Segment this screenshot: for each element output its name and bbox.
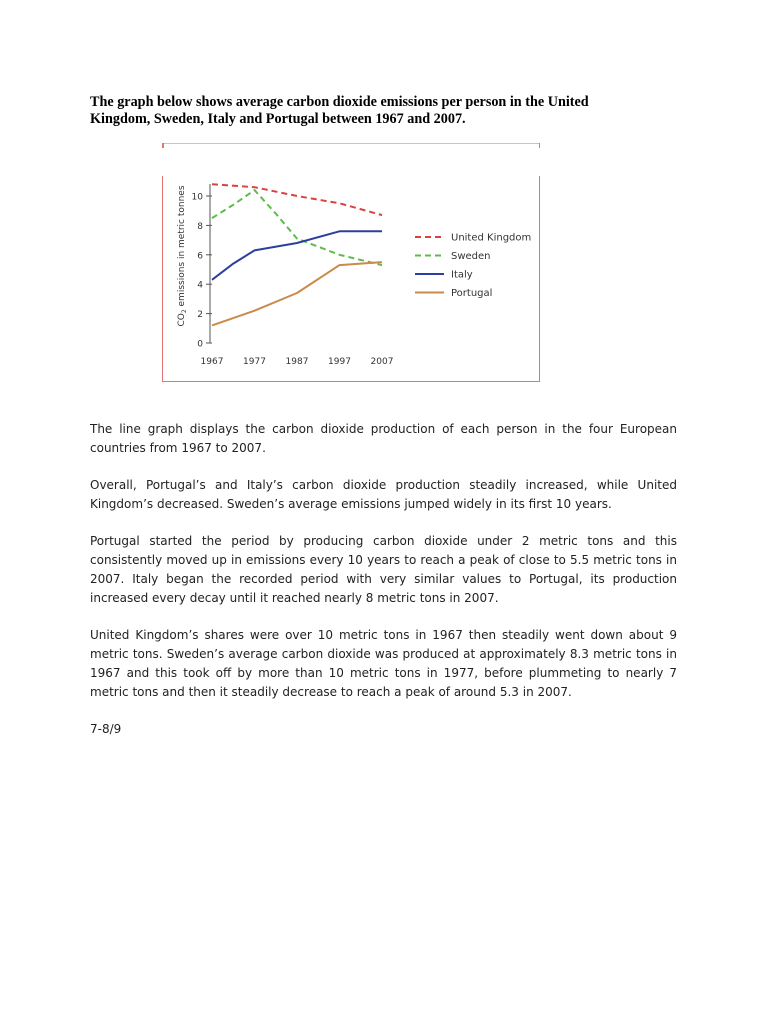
paragraph-uk-sweden: United Kingdom’s shares were over 10 metric tons in 1967 then steadily went down about 9 metric tons. Sweden’s average carbon dioxide was produced at approximately 8.3 metric tons in 1967 and this took off by more than 10 metric tons in 1977, before plummeting to nearly 7 metric tons and then it steadily decrease to reach a peak of around 5.3 in 2007. bbox=[90, 628, 677, 699]
series-line-portugal bbox=[212, 262, 382, 325]
x-tick-label: 1987 bbox=[285, 357, 309, 367]
y-tick-label: 2 bbox=[197, 310, 203, 321]
footer-note: 7-8/9 bbox=[90, 722, 122, 736]
legend-label: Portugal bbox=[451, 288, 493, 299]
paragraph-intro: The line graph displays the carbon dioxide production of each person in the four European countries from 1967 to 2007. bbox=[90, 422, 677, 455]
x-tick-label: 1977 bbox=[243, 357, 266, 367]
y-axis-title: $CO_2$ emissions in metric tonnes bbox=[177, 185, 188, 327]
y-tick-label: 0 bbox=[197, 339, 203, 350]
legend-label: United Kingdom bbox=[451, 232, 532, 244]
y-tick-label: 6 bbox=[197, 251, 203, 262]
legend-label: Italy bbox=[451, 269, 473, 281]
paragraph-overview: Overall, Portugal’s and Italy’s carbon dioxide production steadily increased, while United Kingdom’s decreased. Sweden’s average emissions jumped widely in its first 10 years. bbox=[90, 478, 677, 511]
question-heading: The graph below shows average carbon dioxide emissions per person in the United Kingdom, Sweden, Italy and Portugal between 1967 and 2007. bbox=[90, 94, 589, 127]
paragraph-portugal-italy: Portugal started the period by producing carbon dioxide under 2 metric tons and this consistently moved up in emissions every 10 years to reach a peak of close to 5.5 metric tons in 2007. Italy began the recorded period with very similar values to Portugal, its production increased every decay until it reached nearly 8 metric tons in 2007. bbox=[90, 534, 677, 605]
legend-label: Sweden bbox=[451, 251, 491, 262]
y-tick-label: 8 bbox=[197, 221, 203, 232]
y-tick-label: 10 bbox=[191, 192, 203, 203]
x-tick-label: 1997 bbox=[328, 357, 351, 367]
series-line-sweden bbox=[212, 190, 382, 265]
y-tick-label: 4 bbox=[197, 280, 203, 291]
x-tick-label: 2007 bbox=[370, 357, 394, 367]
x-tick-label: 1967 bbox=[200, 357, 224, 367]
series-line-united-kingdom bbox=[212, 184, 382, 215]
